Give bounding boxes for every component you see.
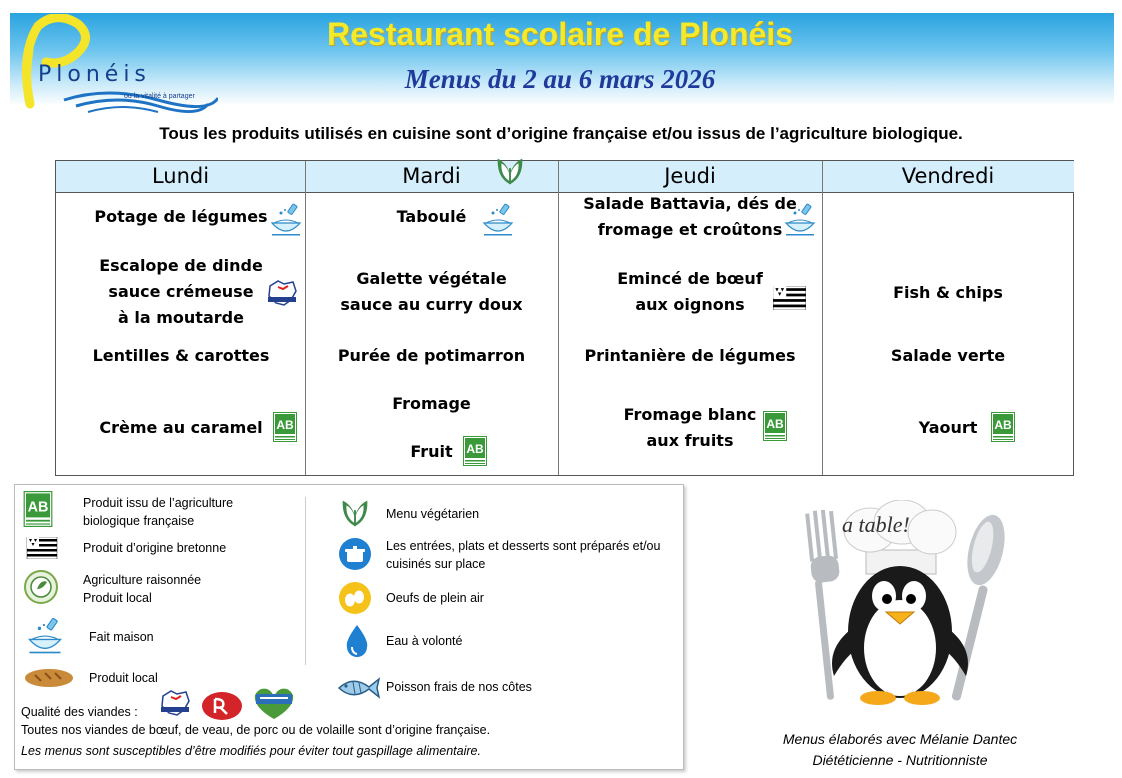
- fait-maison-icon: [268, 201, 304, 237]
- day-header-mardi: Mardi: [305, 161, 558, 193]
- legend-divider: [305, 497, 306, 665]
- dish-vendredi-side: Salade verte: [890, 346, 1006, 365]
- dish-line: à la moutarde: [118, 308, 244, 327]
- dish-jeudi-side: Printanière de légumes: [584, 346, 796, 365]
- dish-lundi-dessert: Crème au caramel: [99, 418, 263, 437]
- fish-icon: [335, 673, 381, 703]
- ab-bio-icon: [991, 412, 1015, 442]
- legend-fait-maison: Fait maison: [89, 630, 154, 644]
- legend-bio: [83, 494, 233, 530]
- dish-mardi-side: Purée de potimarron: [337, 346, 526, 365]
- agriculture-raisonnee-icon: [23, 569, 59, 605]
- legend-line: Les entrées, plats et desserts sont préparés et/ou: [386, 539, 661, 553]
- legend-line: cuisinés sur place: [386, 557, 486, 571]
- breton-flag-icon: [20, 537, 64, 559]
- legend-produit-local: Produit local: [89, 671, 158, 685]
- dish-line: aux oignons: [635, 295, 745, 314]
- dish-vendredi-main: Fish & chips: [893, 283, 1003, 302]
- dish-line: aux fruits: [646, 431, 734, 450]
- legend-line: Agriculture raisonnée: [83, 573, 202, 587]
- legend-cuisine-sur-place: [386, 537, 660, 573]
- menu-dates: Menus du 2 au 6 mars 2026: [404, 64, 716, 94]
- ab-bio-icon: [463, 436, 487, 466]
- eggs-icon: [338, 581, 372, 615]
- legend-breton: Produit d’origine bretonne: [83, 541, 227, 555]
- label-rouge-icon: [201, 691, 243, 721]
- water-drop-icon: [343, 623, 371, 659]
- origin-note: Tous les produits utilisés en cuisine sont d’origine française et/ou issus de l’agriculture biologique.: [159, 124, 963, 143]
- dish-line: Emincé de bœuf: [617, 269, 763, 288]
- logo-tagline: ou la vitalité à partager: [124, 93, 195, 100]
- legend-panel: [14, 484, 684, 770]
- fait-maison-icon: [782, 201, 818, 237]
- ab-bio-icon: [273, 412, 297, 442]
- bleu-blanc-coeur-icon: [251, 685, 297, 721]
- fait-maison-icon: [480, 201, 516, 237]
- dish-line: Escalope de dinde: [99, 256, 263, 275]
- meat-quality-label: Qualité des viandes :: [21, 705, 138, 719]
- dish-line: Salade Battavia, dés de: [583, 194, 797, 213]
- page-title: Restaurant scolaire de Plonéis: [327, 16, 793, 52]
- viandes-de-france-icon: [157, 688, 193, 718]
- waste-note: Les menus sont susceptibles d’être modifiés pour éviter tout gaspillage alimentaire.: [21, 744, 481, 758]
- legend-oeufs: Oeufs de plein air: [386, 591, 484, 605]
- legend-line: Produit local: [83, 591, 152, 605]
- vegetarian-menu-icon: [493, 153, 527, 187]
- dish-lundi-starter: Potage de légumes: [94, 207, 268, 226]
- breton-flag-icon: [773, 286, 806, 310]
- dish-mardi-main: [305, 266, 558, 318]
- legend-eau: Eau à volonté: [386, 634, 463, 648]
- credit-line: Menus élaborés avec Mélanie Dantec: [782, 731, 1018, 747]
- dietitian-credit: [760, 729, 1040, 771]
- day-header-lundi: Lundi: [56, 161, 305, 193]
- vegetarian-menu-icon: [337, 495, 373, 529]
- dish-line: Galette végétale: [356, 269, 507, 288]
- meat-origin-note: Toutes nos viandes de bœuf, de veau, de porc ou de volaille sont d’origine française.: [21, 723, 491, 737]
- ab-bio-icon: [763, 411, 787, 441]
- ploneis-logo: [8, 14, 218, 114]
- dish-mardi-cheese: Fromage: [392, 394, 471, 413]
- dish-mardi-dessert: Fruit: [410, 442, 453, 461]
- legend-line: Produit issu de l’agriculture: [83, 496, 234, 510]
- dish-line: sauce au curry doux: [340, 295, 523, 314]
- dish-line: sauce crémeuse: [108, 282, 254, 301]
- credit-line: Diététicienne - Nutritionniste: [812, 752, 988, 768]
- viandes-de-france-icon: [264, 278, 300, 308]
- mascot-caption: a table!: [842, 512, 910, 537]
- dish-lundi-side: Lentilles & carottes: [92, 346, 270, 365]
- legend-line: biologique française: [83, 514, 195, 528]
- legend-poisson: Poisson frais de nos côtes: [386, 680, 532, 694]
- legend-vegetarien: Menu végétarien: [386, 507, 480, 521]
- dish-line: fromage et croûtons: [597, 220, 783, 239]
- legend-agriculture-raisonnee: [83, 571, 201, 607]
- penguin-chef-illustration: [790, 500, 1020, 710]
- weekly-menu-table: [55, 160, 1074, 476]
- bread-icon: [23, 667, 75, 689]
- dish-line: Fromage blanc: [623, 405, 757, 424]
- cooking-pot-icon: [338, 537, 372, 571]
- dish-vendredi-dessert: Yaourt: [918, 418, 978, 437]
- logo-wordmark: Plonéis: [38, 62, 151, 87]
- day-header-vendredi: Vendredi: [822, 161, 1074, 193]
- dish-mardi-starter: Taboulé: [396, 207, 467, 226]
- ab-bio-icon: [23, 491, 53, 527]
- day-header-jeudi: Jeudi: [558, 161, 822, 193]
- fait-maison-icon: [23, 615, 67, 655]
